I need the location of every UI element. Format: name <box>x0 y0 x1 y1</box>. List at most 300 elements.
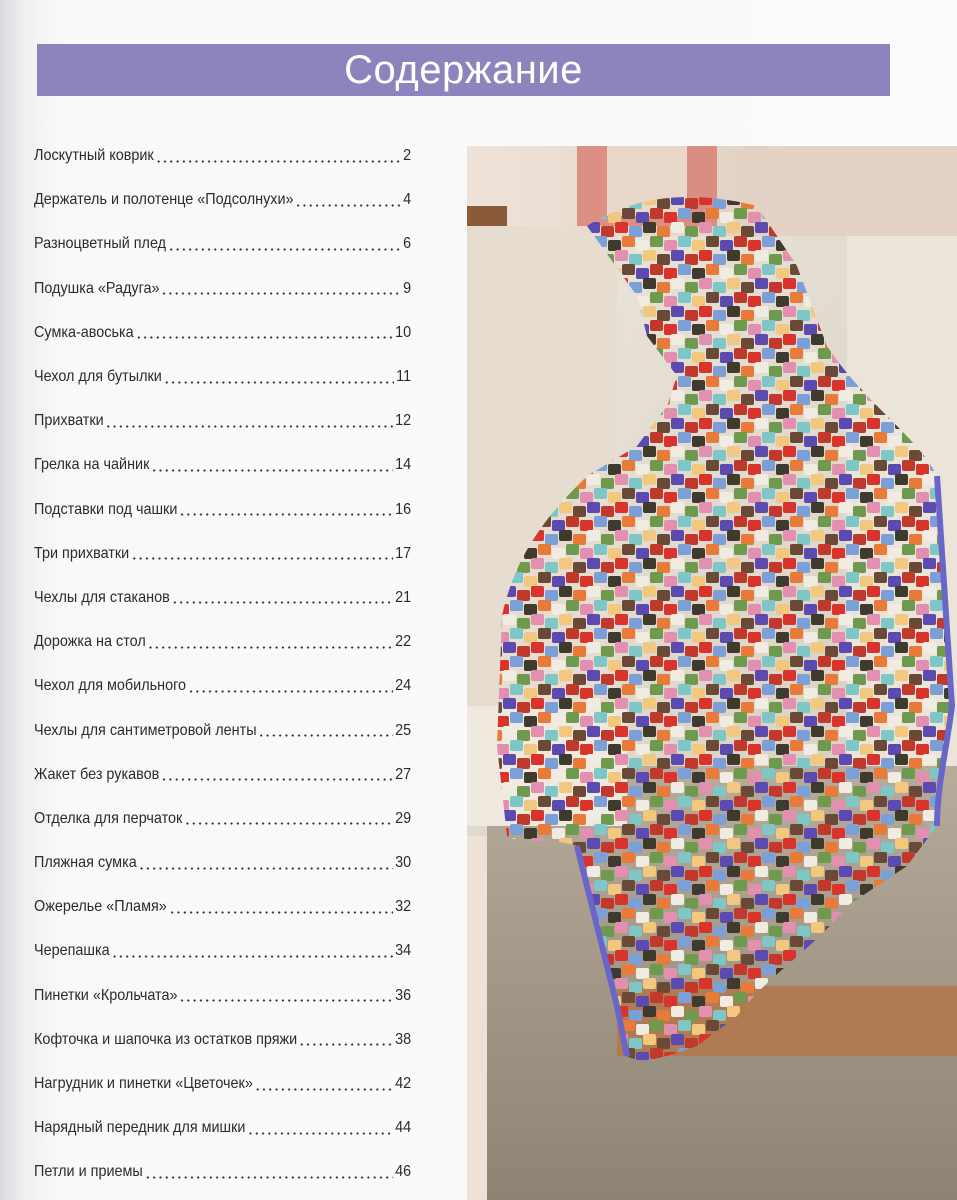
blanket-stitch-block <box>769 674 782 685</box>
blanket-stitch-block <box>734 824 747 835</box>
blanket-stitch-block <box>538 740 551 751</box>
blanket-stitch-block <box>720 716 733 727</box>
toc-page-number: 24 <box>395 677 412 695</box>
blanket-stitch-block <box>699 838 712 849</box>
blanket-stitch-block <box>811 754 824 765</box>
toc-entry <box>34 797 411 841</box>
blanket-stitch-block <box>706 572 719 583</box>
blanket-stitch-block <box>804 324 817 335</box>
blanket-stitch-block <box>881 478 894 489</box>
blanket-stitch-block <box>629 730 642 741</box>
table-of-contents <box>34 134 411 1195</box>
toc-entry-title: Держатель и полотенце «Подсолнухи» <box>34 191 294 209</box>
blanket-stitch-block <box>706 264 719 275</box>
blanket-stitch-block <box>608 660 621 671</box>
blanket-stitch-block <box>720 212 733 223</box>
toc-page-number: 9 <box>403 279 412 297</box>
blanket-stitch-block <box>713 478 726 489</box>
blanket-stitch-block <box>594 852 607 863</box>
blanket-stitch-block <box>783 306 796 317</box>
toc-page-number: 46 <box>395 1163 412 1181</box>
toc-dot-leader <box>295 204 401 207</box>
blanket-stitch-block <box>601 478 614 489</box>
blanket-stitch-block <box>839 670 852 681</box>
blanket-stitch-block <box>832 772 845 783</box>
blanket-stitch-block <box>615 866 628 877</box>
toc-dot-leader <box>161 292 401 295</box>
toc-entry-title: Отделка для перчаток <box>34 809 183 827</box>
toc-dot-leader <box>148 646 394 649</box>
blanket-stitch-block <box>657 338 670 349</box>
blanket-stitch-block <box>664 240 677 251</box>
blanket-stitch-block <box>755 922 768 933</box>
blanket-stitch-block <box>811 530 824 541</box>
toc-entry <box>34 1018 411 1062</box>
blanket-stitch-block <box>608 520 621 531</box>
blanket-stitch-block <box>783 810 796 821</box>
blanket-stitch-block <box>678 740 691 751</box>
blanket-stitch-block <box>825 562 838 573</box>
blanket-stitch-block <box>699 502 712 513</box>
blanket-stitch-block <box>895 446 908 457</box>
blanket-stitch-block <box>895 670 908 681</box>
toc-dot-leader <box>179 513 393 516</box>
blanket-stitch-block <box>629 842 642 853</box>
blanket-stitch-block <box>748 548 761 559</box>
blanket-stitch-block <box>594 796 607 807</box>
blanket-stitch-block <box>629 786 642 797</box>
blanket-stitch-block <box>748 352 761 363</box>
blanket-stitch-block <box>622 208 635 219</box>
blanket-stitch-block <box>706 516 719 527</box>
blanket-stitch-block <box>650 292 663 303</box>
blanket-stitch-block <box>769 814 782 825</box>
blanket-stitch-block <box>902 628 915 639</box>
blanket-stitch-block <box>587 642 600 653</box>
blanket-stitch-block <box>657 226 670 237</box>
blanket-stitch-block <box>923 810 936 821</box>
blanket-stitch-block <box>517 730 530 741</box>
blanket-stitch-block <box>573 758 586 769</box>
blanket-stitch-block <box>699 530 712 541</box>
blanket-stitch-block <box>671 782 684 793</box>
blanket-stitch-block <box>825 618 838 629</box>
blanket-stitch-block <box>860 492 873 503</box>
blanket-stitch-block <box>685 226 698 237</box>
blanket-stitch-block <box>615 698 628 709</box>
blanket-stitch-block <box>881 674 894 685</box>
blanket-stitch-block <box>657 926 670 937</box>
toc-page-number: 11 <box>396 368 412 386</box>
toc-dot-leader <box>299 1043 393 1046</box>
blanket-stitch-block <box>776 548 789 559</box>
blanket-stitch-block <box>650 936 663 947</box>
blanket-stitch-block <box>734 628 747 639</box>
blanket-stitch-block <box>566 740 579 751</box>
blanket-stitch-block <box>713 534 726 545</box>
blanket-stitch-block <box>629 254 642 265</box>
blanket-stitch-block <box>888 856 901 867</box>
blanket-stitch-block <box>608 912 621 923</box>
blanket-stitch-block <box>622 712 635 723</box>
blanket-stitch-block <box>825 590 838 601</box>
blanket-stitch-block <box>566 544 579 555</box>
blanket-stitch-block <box>832 436 845 447</box>
blanket-stitch-block <box>888 772 901 783</box>
blanket-stitch-block <box>846 544 859 555</box>
blanket-stitch-block <box>664 212 677 223</box>
blanket-stitch-block <box>720 912 733 923</box>
toc-entry-title: Чехол для мобильного <box>34 677 187 695</box>
blanket-stitch-block <box>636 744 649 755</box>
blanket-stitch-block <box>699 278 712 289</box>
blanket-stitch-block <box>734 460 747 471</box>
blanket-stitch-block <box>615 810 628 821</box>
blanket-stitch-block <box>867 726 880 737</box>
blanket-stitch-block <box>797 450 810 461</box>
blanket-stitch-block <box>699 754 712 765</box>
blanket-stitch-block <box>629 674 642 685</box>
blanket-stitch-block <box>524 828 537 839</box>
blanket-stitch-block <box>734 432 747 443</box>
blanket-stitch-block <box>909 618 922 629</box>
blanket-stitch-block <box>713 870 726 881</box>
blanket-stitch-block <box>804 576 817 587</box>
blanket-stitch-block <box>790 852 803 863</box>
blanket-stitch-block <box>916 576 929 587</box>
blanket-stitch-block <box>755 390 768 401</box>
blanket-stitch-block <box>671 278 684 289</box>
blanket-stitch-block <box>566 796 579 807</box>
blanket-stitch-block <box>615 558 628 569</box>
blanket-stitch-block <box>853 674 866 685</box>
blanket-stitch-block <box>797 674 810 685</box>
blanket-stitch-block <box>706 208 719 219</box>
blanket-stitch-block <box>629 1038 642 1049</box>
blanket-stitch-block <box>923 558 936 569</box>
blanket-stitch-block <box>881 730 894 741</box>
blanket-stitch-block <box>531 754 544 765</box>
blanket-stitch-block <box>678 208 691 219</box>
blanket-stitch-block <box>713 562 726 573</box>
blanket-stitch-block <box>552 716 565 727</box>
blanket-stitch-block <box>510 600 523 611</box>
blanket-stitch-block <box>531 642 544 653</box>
blanket-stitch-block <box>902 460 915 471</box>
blanket-stitch-block <box>538 796 551 807</box>
blanket-stitch-block <box>811 670 824 681</box>
blanket-stitch-block <box>797 394 810 405</box>
toc-page-number: 38 <box>395 1030 412 1048</box>
blanket-stitch-block <box>790 740 803 751</box>
toc-page-number: 30 <box>395 854 412 872</box>
blanket-stitch-block <box>657 590 670 601</box>
blanket-stitch-block <box>811 362 824 373</box>
blanket-stitch-block <box>797 506 810 517</box>
blanket-stitch-block <box>839 698 852 709</box>
blanket-stitch-block <box>650 264 663 275</box>
blanket-stitch-block <box>818 404 831 415</box>
blanket-stitch-block <box>832 856 845 867</box>
blanket-stitch-block <box>608 464 621 475</box>
blanket-stitch-block <box>762 908 775 919</box>
blanket-stitch-block <box>916 716 929 727</box>
toc-page-number: 14 <box>395 456 412 474</box>
blanket-stitch-block <box>776 744 789 755</box>
blanket-stitch-block <box>601 870 614 881</box>
blanket-stitch-block <box>678 768 691 779</box>
blanket-stitch-block <box>692 268 705 279</box>
toc-page-number: 4 <box>403 191 412 209</box>
blanket-stitch-block <box>881 702 894 713</box>
blanket-stitch-block <box>559 810 572 821</box>
blanket-stitch-block <box>888 660 901 671</box>
blanket-stitch-block <box>853 786 866 797</box>
blanket-stitch-block <box>734 880 747 891</box>
blanket-stitch-block <box>797 618 810 629</box>
blanket-stitch-block <box>790 348 803 359</box>
blanket-stitch-block <box>622 796 635 807</box>
toc-page-number: 29 <box>395 809 412 827</box>
blanket-stitch-block <box>888 716 901 727</box>
blanket-stitch-block <box>706 460 719 471</box>
blanket-stitch-block <box>664 744 677 755</box>
blanket-stitch-block <box>622 516 635 527</box>
blanket-stitch-block <box>811 782 824 793</box>
blanket-stitch-block <box>608 240 621 251</box>
blanket-stitch-block <box>874 432 887 443</box>
blanket-stitch-block <box>755 754 768 765</box>
blanket-stitch-block <box>881 814 894 825</box>
blanket-stitch-block <box>790 684 803 695</box>
blanket-stitch-block <box>587 558 600 569</box>
blanket-stitch-block <box>699 698 712 709</box>
blanket-stitch-block <box>874 488 887 499</box>
toc-dot-leader <box>188 690 393 693</box>
blanket-stitch-block <box>755 614 768 625</box>
blanket-stitch-block <box>552 604 565 615</box>
blanket-stitch-block <box>804 800 817 811</box>
blanket-stitch-block <box>594 488 607 499</box>
blanket-stitch-block <box>538 656 551 667</box>
title-band <box>37 44 890 96</box>
blanket-stitch-block <box>727 586 740 597</box>
blanket-stitch-block <box>727 390 740 401</box>
blanket-stitch-block <box>636 716 649 727</box>
blanket-stitch-block <box>888 492 901 503</box>
blanket-stitch-block <box>657 674 670 685</box>
blanket-stitch-block <box>678 992 691 1003</box>
blanket-stitch-block <box>594 656 607 667</box>
blanket-stitch-block <box>692 660 705 671</box>
blanket-stitch-block <box>580 548 593 559</box>
blanket-stitch-block <box>853 478 866 489</box>
blanket-stitch-block <box>615 222 628 233</box>
blanket-stitch-block <box>895 586 908 597</box>
blanket-stitch-block <box>839 642 852 653</box>
blanket-stitch-block <box>762 460 775 471</box>
blanket-stitch-block <box>727 362 740 373</box>
blanket-stitch-block <box>811 474 824 485</box>
blanket-stitch-block <box>867 810 880 821</box>
blanket-stitch-block <box>503 782 516 793</box>
toc-entry <box>34 885 411 929</box>
blanket-stitch-block <box>748 912 761 923</box>
blanket-stitch-block <box>741 842 754 853</box>
toc-entry <box>34 974 411 1018</box>
blanket-stitch-block <box>923 782 936 793</box>
blanket-stitch-block <box>790 628 803 639</box>
blanket-stitch-block <box>748 856 761 867</box>
blanket-stitch-block <box>678 320 691 331</box>
blanket-stitch-block <box>741 450 754 461</box>
blanket-stitch-block <box>671 614 684 625</box>
blanket-stitch-block <box>790 768 803 779</box>
blanket-stitch-block <box>587 866 600 877</box>
blanket-stitch-block <box>685 394 698 405</box>
blanket-stitch-block <box>615 614 628 625</box>
blanket-stitch-block <box>832 520 845 531</box>
blanket-stitch-block <box>720 548 733 559</box>
blanket-stitch-block <box>846 656 859 667</box>
blanket-stitch-block <box>629 226 642 237</box>
blanket-stitch-block <box>902 572 915 583</box>
blanket-stitch-block <box>692 492 705 503</box>
blanket-stitch-block <box>769 646 782 657</box>
blanket-stitch-block <box>748 688 761 699</box>
blanket-stitch-block <box>608 604 621 615</box>
toc-entry <box>34 222 411 266</box>
blanket-stitch-block <box>657 1038 670 1049</box>
blanket-stitch-block <box>664 828 677 839</box>
blanket-stitch-block <box>825 422 838 433</box>
blanket-stitch-block <box>706 796 719 807</box>
blanket-stitch-block <box>755 306 768 317</box>
blanket-stitch-block <box>860 604 873 615</box>
blanket-stitch-block <box>804 520 817 531</box>
blanket-stitch-block <box>888 632 901 643</box>
toc-entry-title: Нарядный передник для мишки <box>34 1119 246 1137</box>
blanket-stitch-block <box>762 684 775 695</box>
toc-entry-title: Пинетки «Крольчата» <box>34 986 178 1004</box>
blanket-stitch-block <box>776 688 789 699</box>
blanket-stitch-block <box>671 670 684 681</box>
blanket-stitch-block <box>608 884 621 895</box>
blanket-stitch-block <box>804 604 817 615</box>
blanket-stitch-block <box>762 628 775 639</box>
blanket-stitch-block <box>748 604 761 615</box>
blanket-stitch-block <box>860 436 873 447</box>
blanket-stitch-block <box>559 698 572 709</box>
blanket-stitch-block <box>671 222 684 233</box>
toc-dot-leader <box>179 999 393 1002</box>
blanket-stitch-block <box>895 754 908 765</box>
blanket-stitch-block <box>790 292 803 303</box>
blanket-stitch-block <box>755 362 768 373</box>
blanket-stitch-block <box>650 964 663 975</box>
blanket-stitch-block <box>762 880 775 891</box>
blanket-stitch-block <box>706 376 719 387</box>
blanket-stitch-block <box>776 520 789 531</box>
blanket-stitch-block <box>867 698 880 709</box>
blanket-stitch-block <box>846 824 859 835</box>
blanket-stitch-block <box>839 586 852 597</box>
blanket-stitch-block <box>671 642 684 653</box>
blanket-stitch-block <box>923 502 936 513</box>
blanket-stitch-block <box>636 268 649 279</box>
blanket-stitch-block <box>825 814 838 825</box>
blanket-stitch-block <box>643 726 656 737</box>
blanket-stitch-block <box>573 814 586 825</box>
blanket-stitch-block <box>853 562 866 573</box>
blanket-stitch-block <box>867 754 880 765</box>
blanket-stitch-block <box>713 282 726 293</box>
blanket-stitch-block <box>566 684 579 695</box>
blanket-stitch-block <box>804 380 817 391</box>
blanket-stitch-block <box>643 922 656 933</box>
blanket-stitch-block <box>657 870 670 881</box>
blanket-stitch-block <box>615 726 628 737</box>
blanket-stitch-block <box>741 366 754 377</box>
blanket-stitch-block <box>664 968 677 979</box>
blanket-stitch-block <box>839 614 852 625</box>
blanket-stitch-block <box>832 548 845 559</box>
blanket-stitch-block <box>636 688 649 699</box>
blanket-stitch-block <box>685 730 698 741</box>
toc-dot-leader <box>106 425 394 428</box>
blanket-stitch-block <box>713 254 726 265</box>
blanket-stitch-block <box>811 894 824 905</box>
blanket-stitch-block <box>713 366 726 377</box>
blanket-stitch-block <box>692 856 705 867</box>
blanket-stitch-block <box>839 558 852 569</box>
blanket-stitch-block <box>776 268 789 279</box>
blanket-stitch-block <box>825 870 838 881</box>
blanket-stitch-block <box>762 264 775 275</box>
blanket-stitch-block <box>734 992 747 1003</box>
blanket-stitch-block <box>657 758 670 769</box>
toc-entry <box>34 620 411 664</box>
blanket-stitch-block <box>643 474 656 485</box>
blanket-stitch-block <box>608 492 621 503</box>
blanket-stitch-block <box>545 730 558 741</box>
blanket-stitch-block <box>804 408 817 419</box>
blanket-stitch-block <box>811 334 824 345</box>
blanket-stitch-block <box>699 642 712 653</box>
blanket-stitch-block <box>636 604 649 615</box>
blanket-stitch-block <box>741 254 754 265</box>
blanket-stitch-block <box>573 730 586 741</box>
blanket-stitch-block <box>748 520 761 531</box>
blanket-stitch-block <box>853 730 866 741</box>
blanket-stitch-block <box>790 516 803 527</box>
blanket-stitch-block <box>825 534 838 545</box>
blanket-stitch-block <box>643 782 656 793</box>
blanket-stitch-block <box>678 544 691 555</box>
blanket-stitch-block <box>699 474 712 485</box>
toc-entry <box>34 664 411 708</box>
toc-entry <box>34 1106 411 1150</box>
blanket-stitch-block <box>538 684 551 695</box>
blanket-stitch-block <box>650 544 663 555</box>
blanket-stitch-block <box>650 992 663 1003</box>
blanket-stitch-block <box>860 828 873 839</box>
blanket-stitch-block <box>622 964 635 975</box>
blanket-stitch-block <box>818 796 831 807</box>
blanket-stitch-block <box>517 758 530 769</box>
blanket-stitch-block <box>636 464 649 475</box>
blanket-stitch-block <box>727 446 740 457</box>
